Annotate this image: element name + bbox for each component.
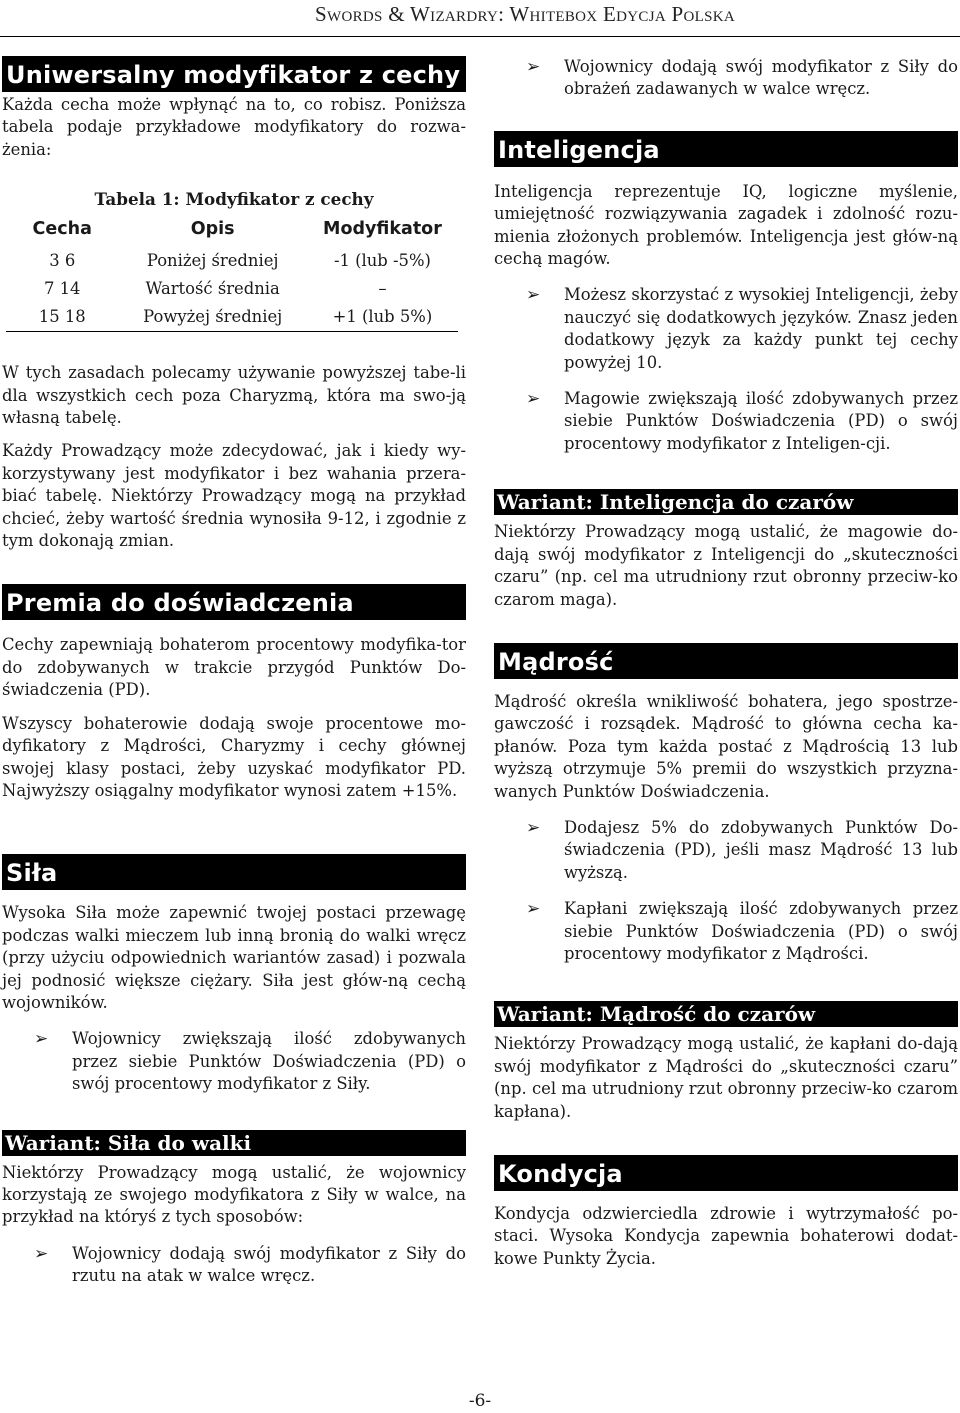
list-item: ➢ Wojownicy dodają swój modyfikator z Siły do obrażeń zadawanych w walce wręcz. — [526, 57, 958, 99]
arrowhead-bullet-icon: ➢ — [34, 1029, 49, 1050]
arrowhead-bullet-icon: ➢ — [526, 57, 541, 77]
section-heading-premia: Premia do doświadczenia — [2, 584, 466, 620]
right-column — [494, 56, 958, 1270]
paragraph: Niektórzy Prowadzący mogą ustalić, że kapłani do-dają swój modyfikator z Mądrości do „skuteczności czaru” (np. cel ma utrudniony rzut obronny przeciw-ko czarom kapłana). — [494, 1034, 958, 1121]
paragraph: Cechy zapewniają bohaterom procentowy modyfika-tor do zdobywanych w trakcie przygód Punktów Do-świadczenia (PD). — [2, 635, 466, 700]
paragraph: Każdy Prowadzący może zdecydować, jak i kiedy wy-korzystywany jest modyfikator i bez wahania przera-biać tabelę. Niektórzy Prowadzący mogą na przykład chcieć, żeby wartość średnia wynosiła 9-12, i zgodnie z tym dokonają zmian. — [2, 441, 466, 551]
list-item: ➢ Magowie zwiększają ilość zdobywanych przez siebie Punktów Doświadczenia (PD) o swój procentowy modyfikator z Inteligen-cji. — [526, 389, 958, 453]
bullet-list — [2, 1028, 466, 1095]
section-heading-kondycja: Kondycja — [494, 1155, 958, 1191]
section-heading-uniwersalny: Uniwersalny modyfikator z cechy — [2, 56, 466, 92]
modifier-table — [6, 211, 458, 332]
section-heading-inteligencja: Inteligencja — [494, 131, 958, 167]
list-item: ➢ Możesz skorzystać z wysokiej Inteligencji, żeby nauczyć się dodatkowych języków. Znasz jeden dodatkowy język za każdy punkt tej cechy powyżej 10. — [526, 285, 958, 372]
list-item: ➢ Kapłani zwiększają ilość zdobywanych przez siebie Punktów Doświadczenia (PD) o swój procentowy modyfikator z Mądrości. — [526, 899, 958, 963]
header-rule — [0, 36, 960, 37]
paragraph: Niektórzy Prowadzący mogą ustalić, że magowie do-dają swój modyfikator z Inteligencji do „skuteczności czaru” (np. cel ma utrudniony rzut obronny przeciw-ko czarom maga). — [494, 522, 958, 609]
section-heading-sila: Siła — [2, 854, 466, 890]
table-header-cell: Cecha — [32, 219, 92, 240]
section-heading-madrosc: Mądrość — [494, 643, 958, 679]
table-cell: Powyżej średniej — [118, 303, 306, 332]
list-item: ➢ Dodajesz 5% do zdobywanych Punktów Do-świadczenia (PD), jeśli masz Mądrość 13 lub wyższą. — [526, 817, 958, 882]
table-cell: +1 (lub 5%) — [307, 303, 458, 332]
subsection-heading-wariant-sila: Wariant: Siła do walki — [2, 1130, 466, 1156]
page-number: -6- — [468, 1391, 492, 1411]
bullet-list — [494, 817, 958, 965]
table-cell: 7 14 — [43, 279, 81, 299]
list-item: ➢ Wojownicy zwiększają ilość zdobywanych przez siebie Punktów Doświadczenia (PD) o swój procentowy modyfikator z Siły. — [34, 1029, 466, 1094]
bullet-list — [494, 284, 958, 455]
paragraph: Wszyscy bohaterowie dodają swoje procentowe mo-dyfikatory z Mądrości, Charyzmy i cechy głównej swojej klasy postaci, żeby uzyskać modyfikator PD. Najwyższy osiągalny modyfikator wynosi zatem +15%. — [2, 713, 466, 800]
table-row — [6, 247, 458, 275]
paragraph: Mądrość określa wnikliwość bohatera, jego spostrze-gawczość i rozsądek. Mądrość to główna cecha ka-płanów. Poza tym każda postać z Mądrością 13 lub wyższą otrzymuje 5% premii do wszystkich przyzna-wanych Punktów Doświadczenia. — [494, 691, 958, 801]
table-caption: Tabela 1: Modyfikator z cechy — [94, 189, 374, 210]
paragraph: W tych zasadach polecamy używanie powyższej tabe-li dla wszystkich cech poza Charyzmą, która ma swo-ją własną tabelę. — [2, 363, 466, 428]
bullet-list — [494, 56, 958, 101]
table-cell: Poniżej średniej — [146, 251, 279, 271]
running-header: Swords & Wizardry: Whitebox Edycja Polska — [315, 2, 735, 26]
table-cell: 15 18 — [6, 303, 118, 332]
arrowhead-bullet-icon: ➢ — [526, 285, 541, 306]
table-cell: 3 6 — [49, 251, 76, 271]
table-row — [6, 275, 458, 303]
bullet-list — [2, 1243, 466, 1288]
arrowhead-bullet-icon: ➢ — [526, 389, 541, 410]
table-cell: – — [378, 279, 387, 299]
paragraph: Kondycja odzwierciedla zdrowie i wytrzymałość po-staci. Wysoka Kondycja zapewnia bohaterowi dodat-kowe Punkty Życia. — [494, 1204, 958, 1268]
table-row — [6, 303, 458, 332]
left-column — [2, 56, 466, 1288]
arrowhead-bullet-icon: ➢ — [526, 899, 541, 920]
table-cell: Wartość średnia — [145, 279, 280, 299]
table-header-cell: Opis — [190, 219, 235, 240]
paragraph: Wysoka Siła może zapewnić twojej postaci przewagę podczas walki mieczem lub inną bronią do walki wręcz (przy użyciu odpowiednich wariantów zasad) i pozwala jej podnosić większe ciężary. Siła jest głów-ną cechą wojowników. — [2, 903, 466, 1012]
subsection-heading-wariant-madrosc: Wariant: Mądrość do czarów — [494, 1001, 958, 1027]
subsection-heading-wariant-inteligencja: Wariant: Inteligencja do czarów — [494, 489, 958, 515]
paragraph: Niektórzy Prowadzący mogą ustalić, że wojownicy korzystają ze swojego modyfikatora z Siły w walce, na przykład na któryś z tych sposobów: — [2, 1162, 466, 1227]
paragraph: Każda cecha może wpłynąć na to, co robisz. Poniższa tabela podaje przykładowe modyfikatory do rozwa-żenia: — [2, 95, 466, 159]
arrowhead-bullet-icon: ➢ — [34, 1243, 49, 1264]
arrowhead-bullet-icon: ➢ — [526, 817, 541, 838]
list-item: ➢ Wojownicy dodają swój modyfikator z Siły do rzutu na atak w walce wręcz. — [34, 1243, 466, 1286]
table-header-cell: Modyfikator — [323, 219, 442, 240]
paragraph: Inteligencja reprezentuje IQ, logiczne myślenie, umiejętność rozwiązywania zagadek i zdolność rozu-mienia złożonych problemów. Inteligencja jest głów-ną cechą magów. — [494, 181, 958, 269]
table-cell: -1 (lub -5%) — [333, 251, 431, 271]
